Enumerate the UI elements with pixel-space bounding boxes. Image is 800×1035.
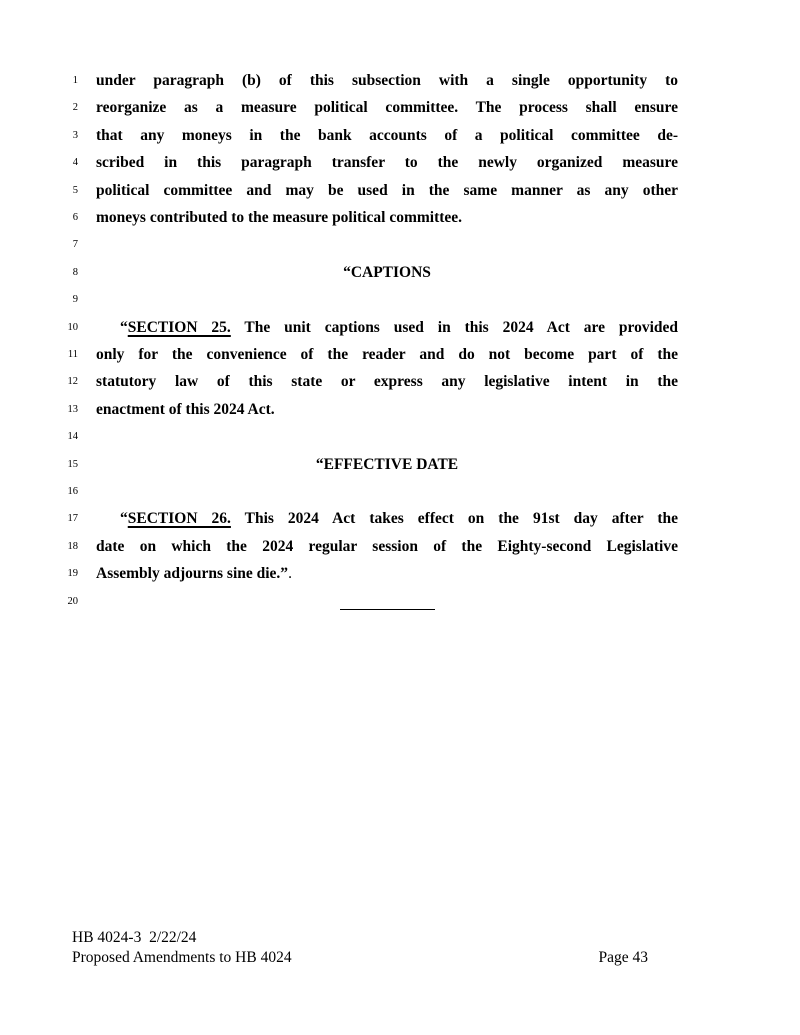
line-text — [96, 204, 678, 231]
line-number: 12 — [67, 376, 78, 388]
separator-rule — [340, 609, 435, 610]
text-segment: enactment of this 2024 Act. — [96, 400, 275, 418]
line-number: 19 — [67, 568, 78, 580]
line-number: 11 — [67, 349, 78, 360]
text-segment: moneys contributed to the measure political committee. — [96, 209, 463, 226]
document-line — [0, 204, 800, 231]
line-text — [96, 177, 678, 204]
document-line — [0, 588, 800, 615]
document-line — [0, 396, 800, 423]
line-number: 15 — [67, 458, 78, 470]
line-text — [96, 396, 678, 423]
line-text — [96, 588, 678, 615]
text-segment: “CAPTIONS — [343, 263, 431, 281]
line-number: 7 — [72, 239, 78, 251]
text-segment: statutory law of this state or express any legislative intent in the — [96, 373, 678, 391]
text-segment: under paragraph (b) of this subsection with a single opportunity to — [96, 72, 678, 89]
line-number: 4 — [72, 157, 78, 169]
line-text — [96, 314, 678, 341]
footer-bill-id: HB 4024-3 2/22/24 — [72, 929, 197, 946]
page-footer — [72, 928, 648, 967]
text-segment: “EFFECTIVE DATE — [315, 455, 459, 473]
text-segment: that any moneys in the bank accounts of a political committee de- — [96, 126, 678, 144]
line-number: 20 — [67, 595, 78, 607]
section-heading — [96, 259, 678, 286]
line-text — [96, 94, 678, 121]
text-segment: scribed in this paragraph transfer to the newly organized measure — [96, 154, 678, 172]
document-line — [0, 368, 800, 395]
section-label: SECTION 25. — [127, 318, 231, 336]
text-segment: The unit captions used in this 2024 Act are provided — [230, 318, 679, 336]
line-number: 16 — [67, 486, 78, 497]
document-line — [0, 122, 800, 149]
text-segment: reorganize as a measure political committee. The process shall ensure — [96, 99, 678, 117]
document-line — [0, 533, 800, 560]
document-line — [0, 177, 800, 204]
line-text — [96, 560, 678, 587]
text-segment: . — [288, 565, 292, 583]
line-text — [96, 505, 678, 532]
text-segment: This 2024 Act takes effect on the 91st day after the — [230, 510, 678, 528]
text-segment: date on which the 2024 regular session of the Eighty-second Legislative — [96, 537, 678, 555]
document-line — [0, 231, 800, 258]
section-label: SECTION 26. — [127, 510, 231, 528]
footer-page-number: Page 43 — [598, 948, 648, 966]
line-number: 14 — [67, 431, 78, 443]
line-number: 8 — [72, 266, 78, 278]
text-segment: only for the convenience of the reader and do not become part of the — [96, 346, 678, 363]
line-text — [96, 67, 678, 94]
document-line — [0, 478, 800, 505]
document-line — [0, 341, 800, 368]
footer-document-title: Proposed Amendments to HB 4024 — [72, 948, 292, 966]
line-number: 5 — [72, 184, 78, 196]
line-number: 18 — [67, 540, 78, 552]
text-segment: “ — [120, 318, 128, 336]
line-text — [96, 368, 678, 395]
line-text — [96, 533, 678, 560]
document-heading-line — [0, 451, 800, 478]
document-line — [0, 149, 800, 176]
line-number: 17 — [67, 513, 78, 525]
document-line — [0, 423, 800, 450]
footer-second-line — [72, 948, 648, 968]
document-line — [0, 94, 800, 121]
section-heading — [96, 451, 678, 478]
document-line — [0, 67, 800, 94]
document-line — [0, 286, 800, 313]
text-segment: political committee and may be used in the same manner as any other — [96, 181, 678, 199]
line-number: 10 — [67, 321, 78, 333]
line-number: 13 — [67, 403, 78, 415]
line-number: 6 — [72, 212, 78, 223]
line-number: 9 — [72, 294, 78, 306]
line-number: 3 — [72, 129, 78, 141]
line-number: 1 — [72, 75, 78, 86]
text-segment: Assembly adjourns sine die.” — [96, 565, 289, 583]
line-text — [96, 149, 678, 176]
document-heading-line — [0, 259, 800, 286]
line-number: 2 — [72, 102, 78, 114]
document-line — [0, 505, 800, 532]
line-text — [96, 122, 678, 149]
document-line — [0, 560, 800, 587]
line-text — [96, 341, 678, 368]
text-segment: “ — [120, 510, 128, 528]
document-line — [0, 314, 800, 341]
